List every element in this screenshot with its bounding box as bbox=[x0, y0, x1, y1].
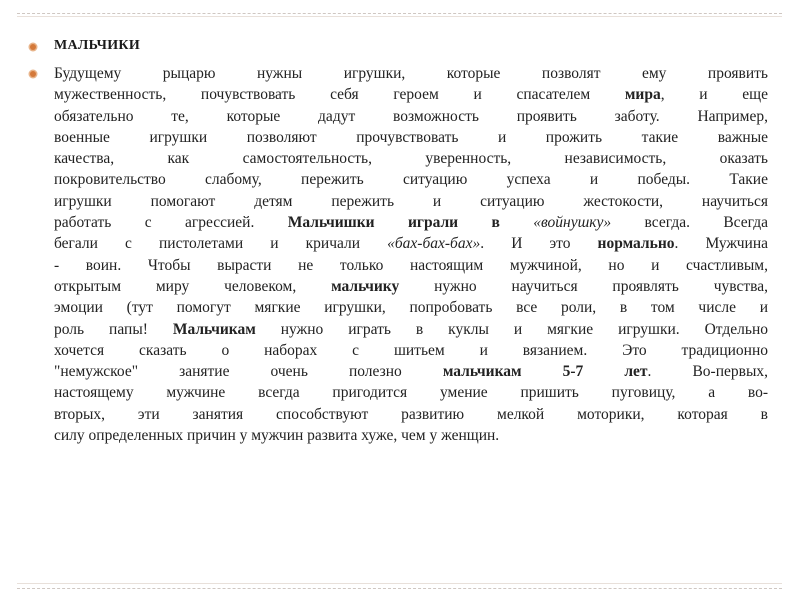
text-run: мужественность, почувствовать себя героем и спасателем bbox=[54, 86, 625, 104]
text-run: всегда. Всегда bbox=[611, 214, 768, 232]
text-run: качества, как самостоятельность, уверенность, независимость, оказать bbox=[54, 150, 768, 168]
text-run bbox=[500, 214, 533, 231]
text-run: роль папы! bbox=[54, 320, 173, 338]
paragraph-line bbox=[54, 169, 768, 190]
paragraph-line bbox=[54, 84, 768, 105]
text-run: , и еще bbox=[660, 86, 768, 104]
text-run: нужно научиться проявлять чувства, bbox=[399, 277, 769, 295]
text-run: нужно играть в куклы и мягкие игрушки. Отдельно bbox=[255, 320, 768, 338]
text-run: эмоции (тут помогут мягкие игрушки, попробовать все роли, в том числе и bbox=[54, 299, 768, 317]
paragraph-line bbox=[54, 361, 768, 382]
bullet-icon bbox=[28, 69, 38, 79]
bold-text: нормально bbox=[597, 235, 675, 253]
bold-text: мальчикам 5-7 лет bbox=[442, 363, 648, 381]
text-run: "немужское" занятие очень полезно bbox=[54, 363, 443, 381]
text-run: . Во-первых, bbox=[647, 363, 768, 381]
text-run: бегали с пистолетами и кричали bbox=[54, 235, 388, 253]
text-run: . И это bbox=[480, 235, 598, 253]
paragraph-line bbox=[54, 233, 768, 254]
paragraph-line bbox=[54, 106, 768, 127]
paragraph-line bbox=[54, 297, 768, 318]
frame-inner-top-line bbox=[17, 16, 782, 17]
text-run: настоящему мужчине всегда пригодится умение пришить пуговицу, а во- bbox=[54, 384, 768, 402]
paragraph-line bbox=[54, 148, 768, 169]
bold-text: мира bbox=[624, 86, 661, 104]
bold-text: мальчику bbox=[331, 277, 400, 295]
heading: МАЛЬЧИКИ bbox=[54, 38, 141, 53]
paragraph-line bbox=[54, 340, 768, 361]
paragraph-line bbox=[54, 404, 768, 425]
paragraph-line bbox=[54, 425, 768, 446]
text-run: открытым миру человеком, bbox=[54, 277, 332, 295]
paragraph-line bbox=[54, 276, 768, 297]
text-run: вторых, эти занятия способствуют развитию мелкой моторики, которая в bbox=[54, 405, 768, 423]
body-paragraph bbox=[54, 63, 768, 446]
paragraph-line bbox=[54, 127, 768, 148]
bold-text: Мальчишки играли в bbox=[287, 214, 500, 232]
paragraph-line bbox=[54, 212, 768, 233]
text-run: военные игрушки позволяют прочувствовать и прожить такие важные bbox=[54, 128, 768, 146]
text-run: Будущему рыцарю нужны игрушки, которые позволят ему проявить bbox=[54, 65, 768, 82]
text-run: обязательно те, которые дадут возможность проявить заботу. Например, bbox=[54, 107, 768, 125]
paragraph-line bbox=[54, 63, 768, 84]
text-run: хочется сказать о наборах с шитьем и вязанием. Это традиционно bbox=[54, 341, 768, 359]
bold-text: Мальчикам bbox=[172, 320, 256, 338]
italic-text: «войнушку» bbox=[533, 214, 612, 232]
text-run: силу определенных причин у мужчин развита хуже, чем у женщин. bbox=[54, 427, 500, 445]
text-run: покровительство слабому, пережить ситуацию успеха и победы. Такие bbox=[54, 171, 768, 189]
text-run: . Мужчина bbox=[674, 235, 769, 253]
paragraph-line bbox=[54, 191, 768, 212]
text-run: - воин. Чтобы вырасти не только настоящим мужчиной, но и счастливым, bbox=[54, 256, 768, 274]
paragraph-line bbox=[54, 255, 768, 276]
italic-text: «бах-бах-бах» bbox=[387, 235, 481, 253]
paragraph-line bbox=[54, 382, 768, 403]
text-run: игрушки помогают детям пережить и ситуацию жестокости, научиться bbox=[54, 192, 768, 210]
bullet-icon bbox=[28, 42, 38, 52]
paragraph-line bbox=[54, 319, 768, 340]
frame-inner-bottom-line bbox=[17, 583, 782, 584]
text-run: работать с агрессией. bbox=[54, 214, 288, 232]
